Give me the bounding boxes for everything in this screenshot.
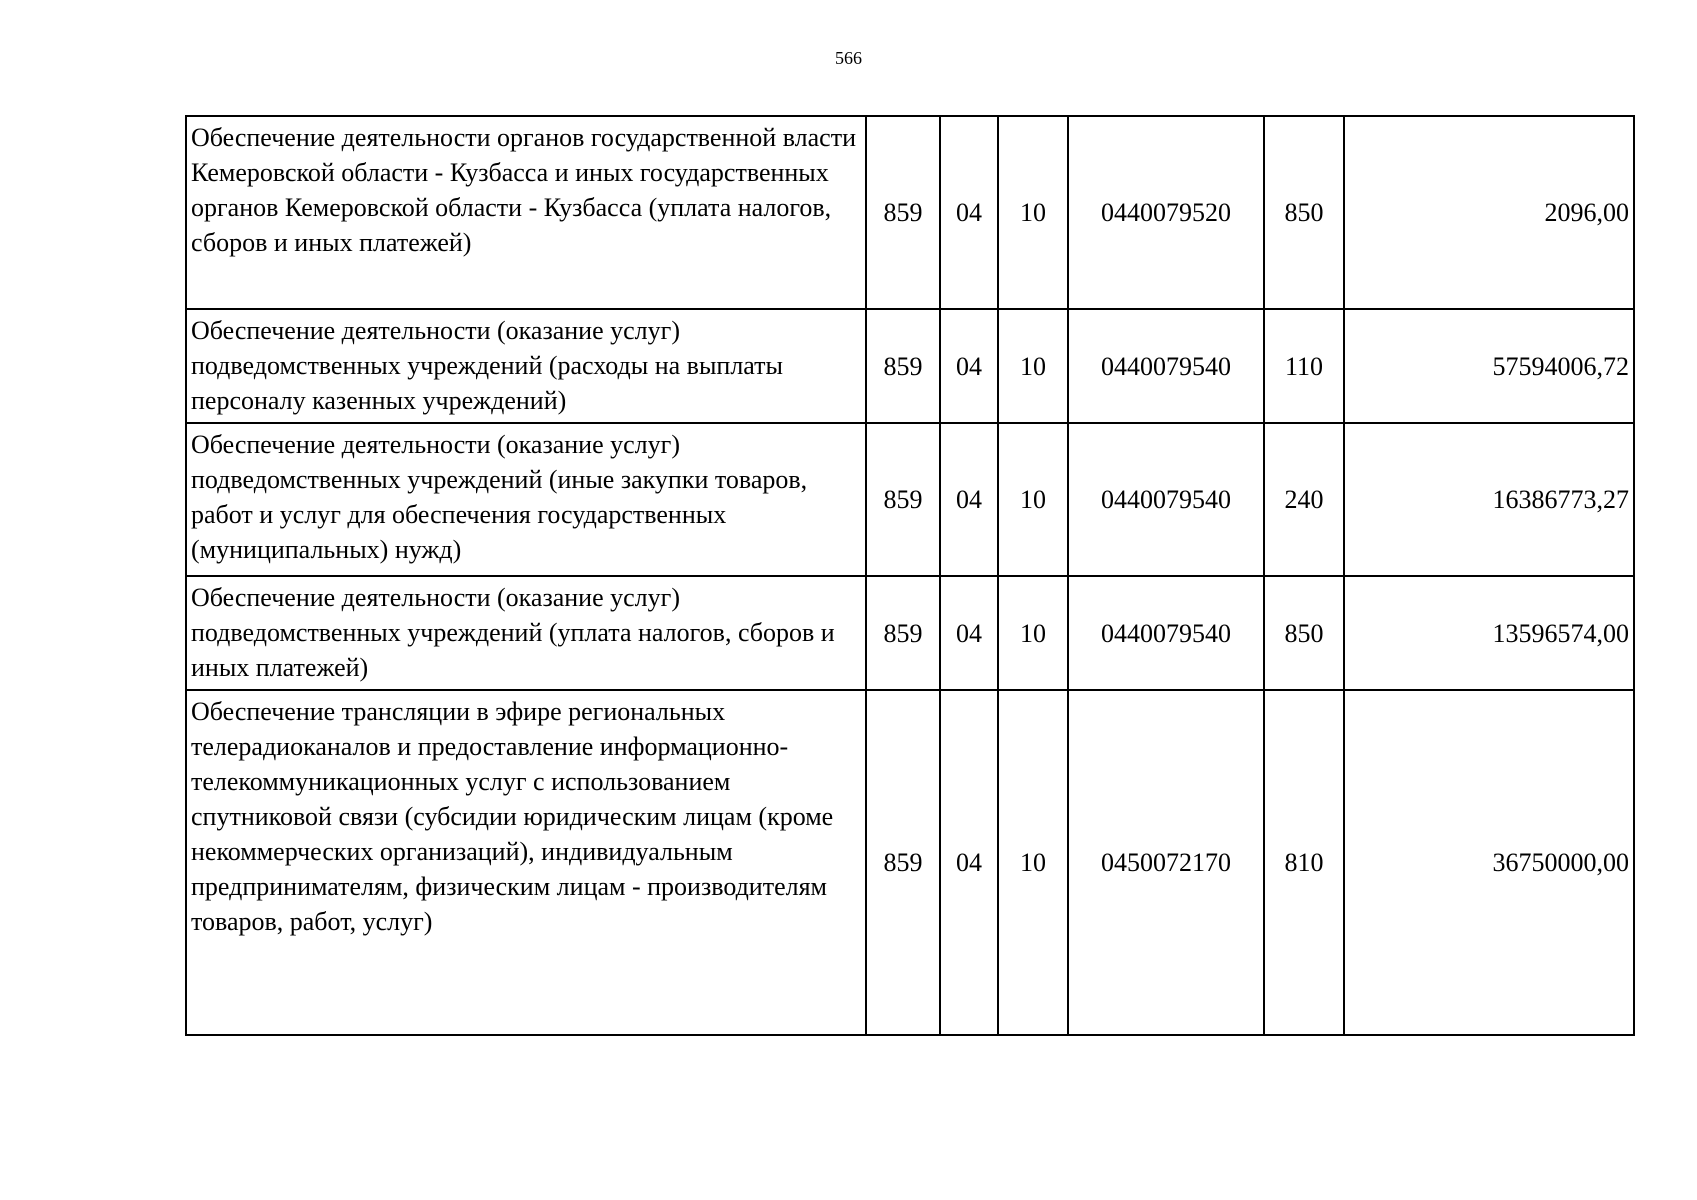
row-description: Обеспечение деятельности органов государственной власти Кемеровской области - Кузбасса и иных государственных органов Кемеровской области - Кузбасса (уплата налогов, сборов и иных платежей) [186, 116, 866, 309]
row-grbs-code: 859 [866, 309, 940, 423]
row-subsection-code: 10 [998, 309, 1068, 423]
row-subsection-code: 10 [998, 576, 1068, 690]
row-description: Обеспечение трансляции в эфире региональных телерадиоканалов и предоставление информационно-телекоммуникационных услуг с использованием спутниковой связи (субсидии юридическим лицам (кроме некоммерческих организаций), индивидуальным предпринимателям, физическим лицам - производителям товаров, работ, услуг) [186, 690, 866, 1035]
row-section-code: 04 [940, 116, 998, 309]
row-grbs-code: 859 [866, 116, 940, 309]
budget-table [185, 115, 1635, 1036]
row-expense-type-code: 850 [1264, 576, 1344, 690]
row-target-article-code: 0440079540 [1068, 423, 1264, 576]
row-description: Обеспечение деятельности (оказание услуг) подведомственных учреждений (расходы на выплаты персоналу казенных учреждений) [186, 309, 866, 423]
row-target-article-code: 0440079540 [1068, 576, 1264, 690]
table-row [186, 423, 1634, 576]
row-description: Обеспечение деятельности (оказание услуг) подведомственных учреждений (иные закупки товаров, работ и услуг для обеспечения государственных (муниципальных) нужд) [186, 423, 866, 576]
row-amount: 2096,00 [1344, 116, 1634, 309]
row-section-code: 04 [940, 423, 998, 576]
row-subsection-code: 10 [998, 116, 1068, 309]
row-expense-type-code: 810 [1264, 690, 1344, 1035]
row-section-code: 04 [940, 690, 998, 1035]
table-row [186, 116, 1634, 309]
row-subsection-code: 10 [998, 423, 1068, 576]
row-expense-type-code: 110 [1264, 309, 1344, 423]
table-row [186, 309, 1634, 423]
row-amount: 57594006,72 [1344, 309, 1634, 423]
row-target-article-code: 0450072170 [1068, 690, 1264, 1035]
row-subsection-code: 10 [998, 690, 1068, 1035]
row-description: Обеспечение деятельности (оказание услуг) подведомственных учреждений (уплата налогов, сборов и иных платежей) [186, 576, 866, 690]
row-grbs-code: 859 [866, 423, 940, 576]
table-row [186, 576, 1634, 690]
row-grbs-code: 859 [866, 576, 940, 690]
row-target-article-code: 0440079540 [1068, 309, 1264, 423]
row-amount: 13596574,00 [1344, 576, 1634, 690]
page-number: 566 [835, 48, 862, 68]
table-row [186, 690, 1634, 1035]
row-grbs-code: 859 [866, 690, 940, 1035]
row-target-article-code: 0440079520 [1068, 116, 1264, 309]
row-expense-type-code: 850 [1264, 116, 1344, 309]
row-section-code: 04 [940, 309, 998, 423]
row-section-code: 04 [940, 576, 998, 690]
row-amount: 36750000,00 [1344, 690, 1634, 1035]
row-amount: 16386773,27 [1344, 423, 1634, 576]
row-expense-type-code: 240 [1264, 423, 1344, 576]
